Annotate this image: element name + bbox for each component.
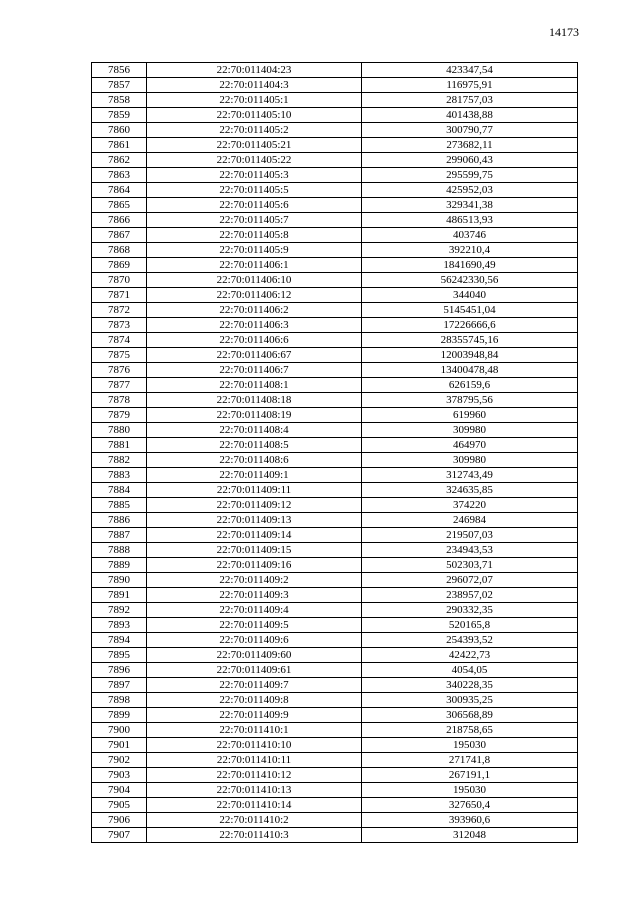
cadastral-value-cell: 281757,03 xyxy=(362,93,578,108)
cadastral-value-cell: 28355745,16 xyxy=(362,333,578,348)
cadastral-number-cell: 22:70:011405:6 xyxy=(147,198,362,213)
cadastral-value-cell: 619960 xyxy=(362,408,578,423)
cadastral-number-cell: 22:70:011408:18 xyxy=(147,393,362,408)
table-row xyxy=(92,513,578,528)
row-number-cell: 7885 xyxy=(92,498,147,513)
cadastral-value-cell: 300935,25 xyxy=(362,693,578,708)
cadastral-value-cell: 56242330,56 xyxy=(362,273,578,288)
cadastral-number-cell: 22:70:011408:19 xyxy=(147,408,362,423)
table-row xyxy=(92,438,578,453)
table-row xyxy=(92,213,578,228)
cadastral-number-cell: 22:70:011405:7 xyxy=(147,213,362,228)
table-row xyxy=(92,693,578,708)
table-row xyxy=(92,183,578,198)
cadastral-number-cell: 22:70:011409:11 xyxy=(147,483,362,498)
cadastral-number-cell: 22:70:011405:1 xyxy=(147,93,362,108)
row-number-cell: 7856 xyxy=(92,63,147,78)
row-number-cell: 7864 xyxy=(92,183,147,198)
row-number-cell: 7904 xyxy=(92,783,147,798)
cadastral-value-cell: 17226666,6 xyxy=(362,318,578,333)
cadastral-value-cell: 254393,52 xyxy=(362,633,578,648)
row-number-cell: 7888 xyxy=(92,543,147,558)
row-number-cell: 7891 xyxy=(92,588,147,603)
row-number-cell: 7892 xyxy=(92,603,147,618)
cadastral-value-cell: 344040 xyxy=(362,288,578,303)
cadastral-value-cell: 116975,91 xyxy=(362,78,578,93)
cadastral-number-cell: 22:70:011408:1 xyxy=(147,378,362,393)
table-row xyxy=(92,243,578,258)
table-row xyxy=(92,633,578,648)
cadastral-value-cell: 309980 xyxy=(362,453,578,468)
table-row xyxy=(92,573,578,588)
row-number-cell: 7890 xyxy=(92,573,147,588)
cadastral-number-cell: 22:70:011409:14 xyxy=(147,528,362,543)
row-number-cell: 7863 xyxy=(92,168,147,183)
cadastral-number-cell: 22:70:011410:1 xyxy=(147,723,362,738)
table-row xyxy=(92,468,578,483)
cadastral-number-cell: 22:70:011409:7 xyxy=(147,678,362,693)
cadastral-value-table xyxy=(91,62,578,843)
cadastral-value-cell: 295599,75 xyxy=(362,168,578,183)
table-row xyxy=(92,768,578,783)
table-row xyxy=(92,423,578,438)
row-number-cell: 7898 xyxy=(92,693,147,708)
row-number-cell: 7866 xyxy=(92,213,147,228)
table-row xyxy=(92,153,578,168)
table-row xyxy=(92,678,578,693)
table-row xyxy=(92,738,578,753)
cadastral-number-cell: 22:70:011409:6 xyxy=(147,633,362,648)
cadastral-value-cell: 486513,93 xyxy=(362,213,578,228)
cadastral-value-cell: 218758,65 xyxy=(362,723,578,738)
row-number-cell: 7896 xyxy=(92,663,147,678)
row-number-cell: 7883 xyxy=(92,468,147,483)
cadastral-number-cell: 22:70:011406:67 xyxy=(147,348,362,363)
table-row xyxy=(92,783,578,798)
row-number-cell: 7876 xyxy=(92,363,147,378)
cadastral-value-cell: 403746 xyxy=(362,228,578,243)
cadastral-number-cell: 22:70:011410:10 xyxy=(147,738,362,753)
row-number-cell: 7874 xyxy=(92,333,147,348)
row-number-cell: 7879 xyxy=(92,408,147,423)
cadastral-number-cell: 22:70:011409:1 xyxy=(147,468,362,483)
cadastral-value-cell: 5145451,04 xyxy=(362,303,578,318)
cadastral-value-cell: 300790,77 xyxy=(362,123,578,138)
row-number-cell: 7865 xyxy=(92,198,147,213)
cadastral-value-cell: 393960,6 xyxy=(362,813,578,828)
row-number-cell: 7889 xyxy=(92,558,147,573)
cadastral-number-cell: 22:70:011406:3 xyxy=(147,318,362,333)
cadastral-number-cell: 22:70:011410:13 xyxy=(147,783,362,798)
cadastral-number-cell: 22:70:011410:3 xyxy=(147,828,362,843)
cadastral-number-cell: 22:70:011410:11 xyxy=(147,753,362,768)
table-row xyxy=(92,108,578,123)
cadastral-number-cell: 22:70:011406:2 xyxy=(147,303,362,318)
table-row xyxy=(92,273,578,288)
row-number-cell: 7875 xyxy=(92,348,147,363)
cadastral-value-cell: 290332,35 xyxy=(362,603,578,618)
cadastral-value-cell: 42422,73 xyxy=(362,648,578,663)
cadastral-number-cell: 22:70:011406:6 xyxy=(147,333,362,348)
table-row xyxy=(92,78,578,93)
table-row xyxy=(92,753,578,768)
row-number-cell: 7858 xyxy=(92,93,147,108)
table-row xyxy=(92,828,578,843)
cadastral-number-cell: 22:70:011410:12 xyxy=(147,768,362,783)
row-number-cell: 7899 xyxy=(92,708,147,723)
table-row xyxy=(92,123,578,138)
row-number-cell: 7870 xyxy=(92,273,147,288)
row-number-cell: 7895 xyxy=(92,648,147,663)
cadastral-number-cell: 22:70:011409:16 xyxy=(147,558,362,573)
cadastral-number-cell: 22:70:011409:15 xyxy=(147,543,362,558)
cadastral-value-cell: 520165,8 xyxy=(362,618,578,633)
row-number-cell: 7872 xyxy=(92,303,147,318)
cadastral-value-cell: 195030 xyxy=(362,783,578,798)
cadastral-value-cell: 392210,4 xyxy=(362,243,578,258)
cadastral-value-cell: 324635,85 xyxy=(362,483,578,498)
cadastral-number-cell: 22:70:011405:10 xyxy=(147,108,362,123)
table-body xyxy=(92,63,578,843)
cadastral-number-cell: 22:70:011406:7 xyxy=(147,363,362,378)
cadastral-value-cell: 464970 xyxy=(362,438,578,453)
table-row xyxy=(92,528,578,543)
row-number-cell: 7901 xyxy=(92,738,147,753)
table-row xyxy=(92,618,578,633)
row-number-cell: 7861 xyxy=(92,138,147,153)
cadastral-number-cell: 22:70:011408:4 xyxy=(147,423,362,438)
cadastral-number-cell: 22:70:011406:1 xyxy=(147,258,362,273)
cadastral-value-cell: 423347,54 xyxy=(362,63,578,78)
table-row xyxy=(92,288,578,303)
row-number-cell: 7887 xyxy=(92,528,147,543)
row-number-cell: 7902 xyxy=(92,753,147,768)
page-number: 14173 xyxy=(549,25,579,39)
row-number-cell: 7878 xyxy=(92,393,147,408)
cadastral-number-cell: 22:70:011410:2 xyxy=(147,813,362,828)
cadastral-value-cell: 425952,03 xyxy=(362,183,578,198)
cadastral-value-cell: 309980 xyxy=(362,423,578,438)
cadastral-number-cell: 22:70:011406:12 xyxy=(147,288,362,303)
cadastral-value-cell: 378795,56 xyxy=(362,393,578,408)
cadastral-value-cell: 273682,11 xyxy=(362,138,578,153)
row-number-cell: 7894 xyxy=(92,633,147,648)
row-number-cell: 7873 xyxy=(92,318,147,333)
cadastral-value-cell: 327650,4 xyxy=(362,798,578,813)
table-row xyxy=(92,348,578,363)
row-number-cell: 7862 xyxy=(92,153,147,168)
cadastral-number-cell: 22:70:011409:12 xyxy=(147,498,362,513)
row-number-cell: 7903 xyxy=(92,768,147,783)
table-row xyxy=(92,483,578,498)
cadastral-value-cell: 13400478,48 xyxy=(362,363,578,378)
cadastral-number-cell: 22:70:011409:2 xyxy=(147,573,362,588)
cadastral-value-cell: 195030 xyxy=(362,738,578,753)
cadastral-value-cell: 626159,6 xyxy=(362,378,578,393)
table-row xyxy=(92,333,578,348)
row-number-cell: 7905 xyxy=(92,798,147,813)
table-row xyxy=(92,93,578,108)
table-row xyxy=(92,453,578,468)
cadastral-number-cell: 22:70:011405:9 xyxy=(147,243,362,258)
table-row xyxy=(92,663,578,678)
table-row xyxy=(92,318,578,333)
table-row xyxy=(92,708,578,723)
cadastral-number-cell: 22:70:011409:8 xyxy=(147,693,362,708)
cadastral-value-cell: 271741,8 xyxy=(362,753,578,768)
row-number-cell: 7882 xyxy=(92,453,147,468)
cadastral-number-cell: 22:70:011405:21 xyxy=(147,138,362,153)
table-row xyxy=(92,63,578,78)
cadastral-value-cell: 329341,38 xyxy=(362,198,578,213)
table-row xyxy=(92,813,578,828)
table-row xyxy=(92,198,578,213)
row-number-cell: 7884 xyxy=(92,483,147,498)
cadastral-number-cell: 22:70:011405:3 xyxy=(147,168,362,183)
table-row xyxy=(92,603,578,618)
cadastral-value-cell: 267191,1 xyxy=(362,768,578,783)
cadastral-value-cell: 1841690,49 xyxy=(362,258,578,273)
cadastral-number-cell: 22:70:011405:5 xyxy=(147,183,362,198)
cadastral-number-cell: 22:70:011409:5 xyxy=(147,618,362,633)
table-row xyxy=(92,408,578,423)
cadastral-value-cell: 219507,03 xyxy=(362,528,578,543)
cadastral-number-cell: 22:70:011404:3 xyxy=(147,78,362,93)
table-row xyxy=(92,588,578,603)
table-row xyxy=(92,378,578,393)
table-row xyxy=(92,723,578,738)
cadastral-number-cell: 22:70:011405:2 xyxy=(147,123,362,138)
row-number-cell: 7869 xyxy=(92,258,147,273)
cadastral-value-cell: 246984 xyxy=(362,513,578,528)
cadastral-number-cell: 22:70:011409:3 xyxy=(147,588,362,603)
table-row xyxy=(92,498,578,513)
cadastral-value-cell: 502303,71 xyxy=(362,558,578,573)
cadastral-number-cell: 22:70:011410:14 xyxy=(147,798,362,813)
cadastral-number-cell: 22:70:011409:60 xyxy=(147,648,362,663)
row-number-cell: 7881 xyxy=(92,438,147,453)
cadastral-number-cell: 22:70:011409:4 xyxy=(147,603,362,618)
cadastral-number-cell: 22:70:011409:9 xyxy=(147,708,362,723)
cadastral-value-cell: 234943,53 xyxy=(362,543,578,558)
cadastral-value-cell: 401438,88 xyxy=(362,108,578,123)
row-number-cell: 7897 xyxy=(92,678,147,693)
table-row xyxy=(92,648,578,663)
table-row xyxy=(92,138,578,153)
table-row xyxy=(92,258,578,273)
cadastral-value-cell: 238957,02 xyxy=(362,588,578,603)
cadastral-value-cell: 306568,89 xyxy=(362,708,578,723)
cadastral-number-cell: 22:70:011409:61 xyxy=(147,663,362,678)
cadastral-value-cell: 340228,35 xyxy=(362,678,578,693)
cadastral-value-cell: 296072,07 xyxy=(362,573,578,588)
cadastral-number-cell: 22:70:011408:6 xyxy=(147,453,362,468)
row-number-cell: 7860 xyxy=(92,123,147,138)
row-number-cell: 7880 xyxy=(92,423,147,438)
row-number-cell: 7857 xyxy=(92,78,147,93)
row-number-cell: 7886 xyxy=(92,513,147,528)
cadastral-number-cell: 22:70:011404:23 xyxy=(147,63,362,78)
cadastral-number-cell: 22:70:011405:8 xyxy=(147,228,362,243)
cadastral-value-cell: 12003948,84 xyxy=(362,348,578,363)
cadastral-value-cell: 312048 xyxy=(362,828,578,843)
cadastral-number-cell: 22:70:011409:13 xyxy=(147,513,362,528)
table-row xyxy=(92,798,578,813)
row-number-cell: 7871 xyxy=(92,288,147,303)
row-number-cell: 7907 xyxy=(92,828,147,843)
row-number-cell: 7900 xyxy=(92,723,147,738)
table-row xyxy=(92,543,578,558)
cadastral-value-cell: 4054,05 xyxy=(362,663,578,678)
table-row xyxy=(92,228,578,243)
cadastral-number-cell: 22:70:011405:22 xyxy=(147,153,362,168)
row-number-cell: 7877 xyxy=(92,378,147,393)
row-number-cell: 7906 xyxy=(92,813,147,828)
row-number-cell: 7893 xyxy=(92,618,147,633)
table-row xyxy=(92,303,578,318)
cadastral-number-cell: 22:70:011406:10 xyxy=(147,273,362,288)
table-row xyxy=(92,393,578,408)
table-row xyxy=(92,168,578,183)
row-number-cell: 7867 xyxy=(92,228,147,243)
row-number-cell: 7868 xyxy=(92,243,147,258)
cadastral-value-cell: 374220 xyxy=(362,498,578,513)
cadastral-value-cell: 312743,49 xyxy=(362,468,578,483)
cadastral-number-cell: 22:70:011408:5 xyxy=(147,438,362,453)
table-row xyxy=(92,363,578,378)
row-number-cell: 7859 xyxy=(92,108,147,123)
cadastral-value-cell: 299060,43 xyxy=(362,153,578,168)
table-row xyxy=(92,558,578,573)
